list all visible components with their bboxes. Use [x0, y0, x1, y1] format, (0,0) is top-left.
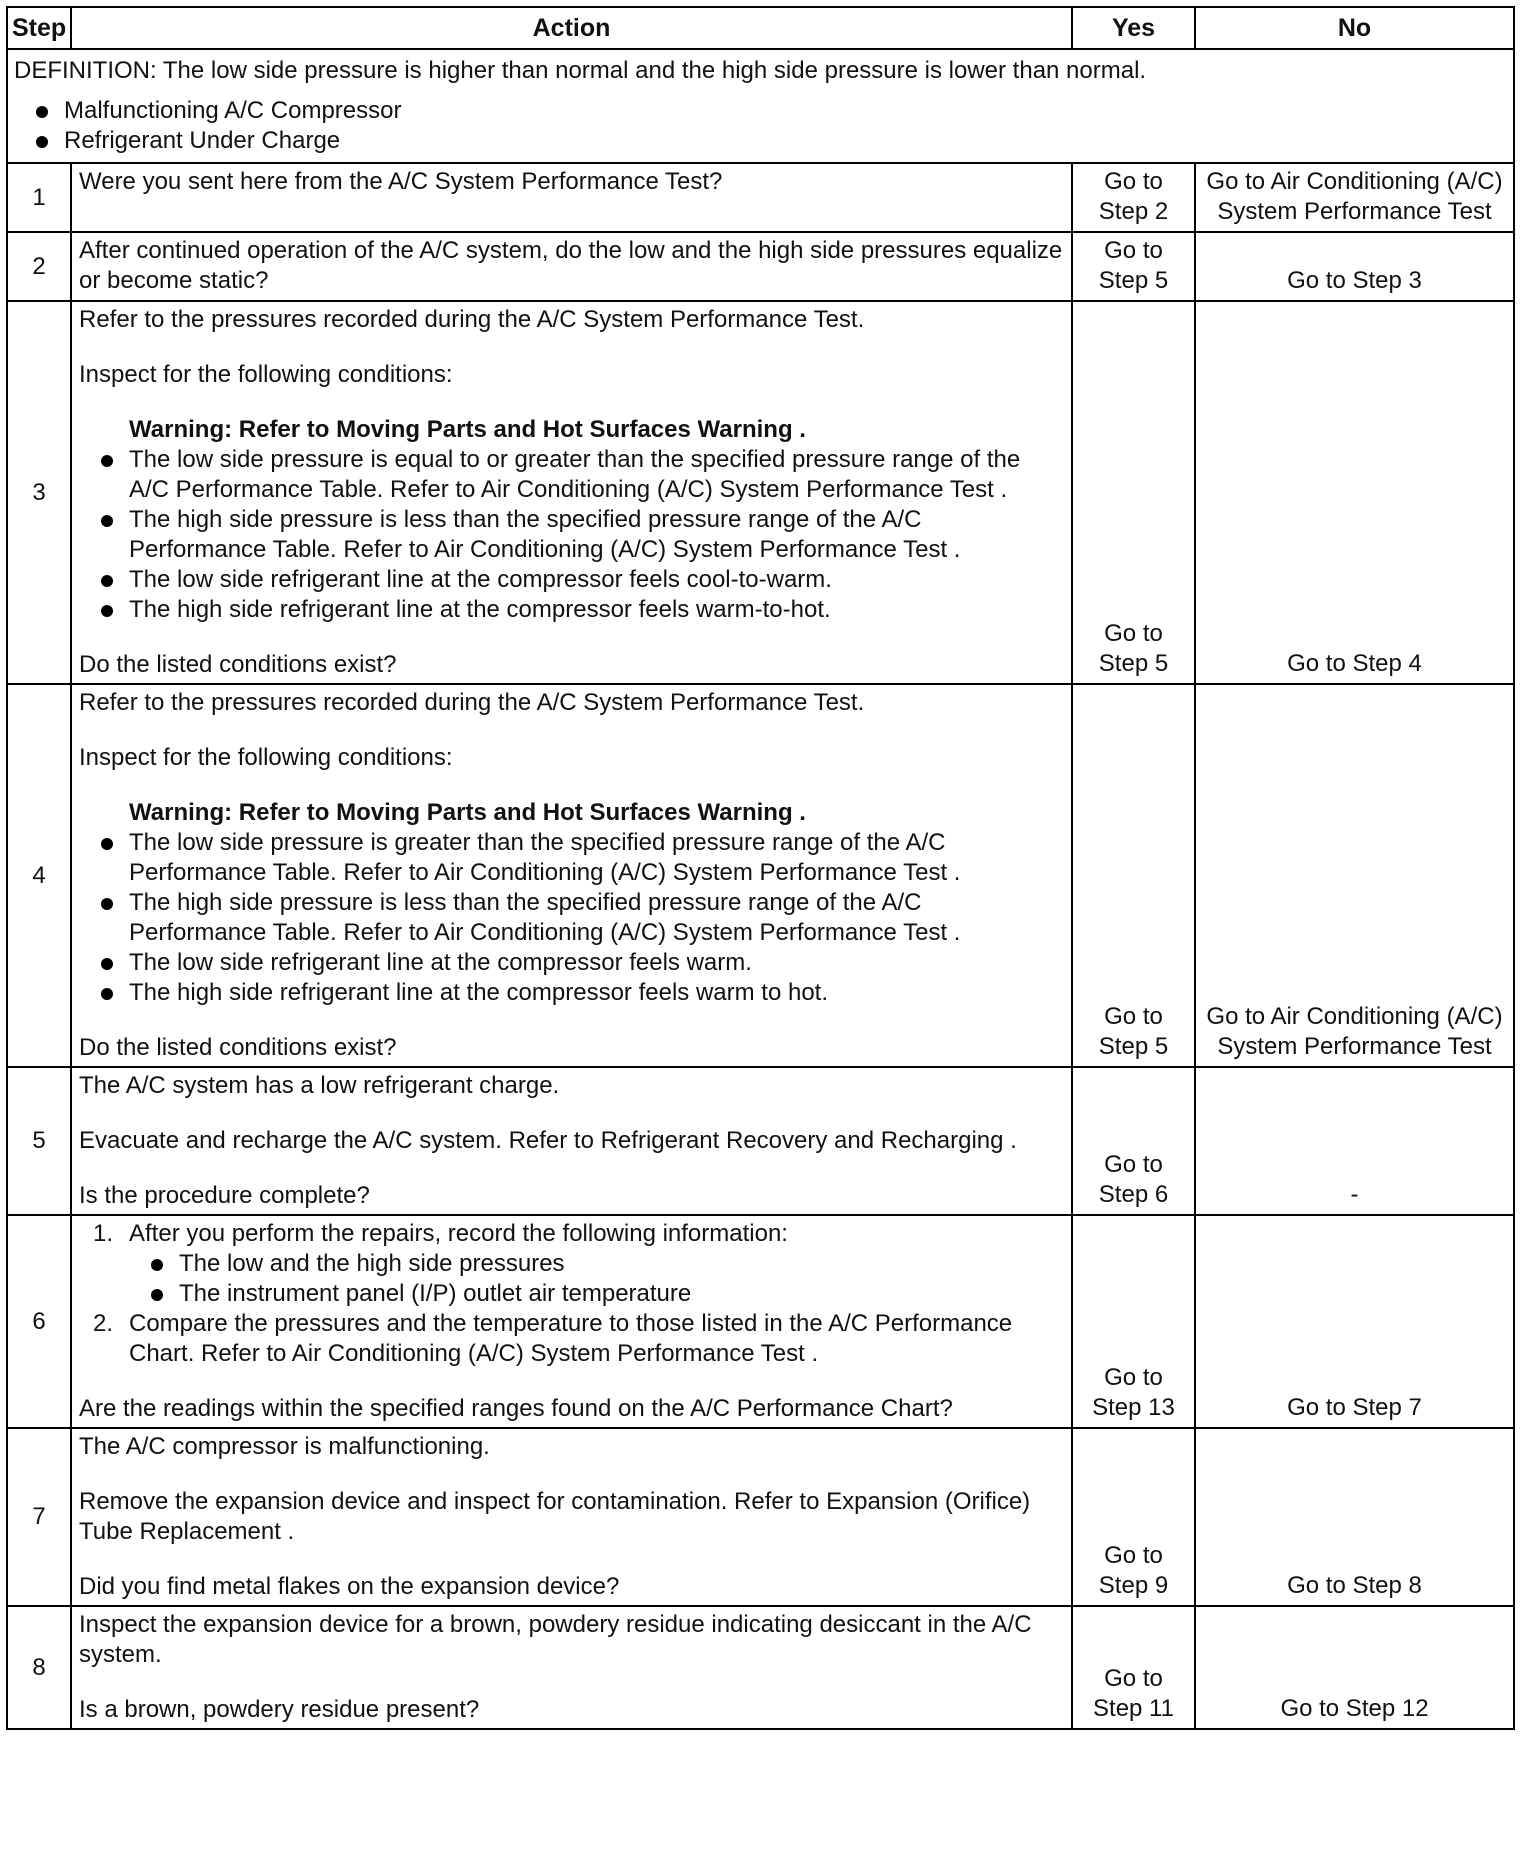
warning-text: Warning: Refer to Moving Parts and Hot Surfaces Warning .	[129, 799, 806, 826]
table-row	[7, 1067, 1514, 1215]
condition-item: The low side refrigerant line at the compressor feels warm.	[79, 948, 1064, 978]
table-row	[7, 301, 1514, 684]
diagnostic-table-container	[6, 6, 1513, 1730]
procedure-item	[79, 1219, 1064, 1309]
yes-link[interactable]: Go to Step 5	[1072, 232, 1195, 301]
yes-link[interactable]: Go to Step 13	[1072, 1215, 1195, 1428]
no-link[interactable]: Go to Step 3	[1195, 232, 1514, 301]
yes-link[interactable]: Go to Step 5	[1072, 301, 1195, 684]
action-cell	[71, 232, 1072, 301]
condition-item: The low side pressure is equal to or greater than the specified pressure range of the A/C Performance Table. Refer to Air Conditioning (A/C) System Performance Test .	[79, 445, 1064, 505]
condition-list	[79, 445, 1064, 625]
definition-row	[7, 49, 1514, 163]
yes-link[interactable]: Go to Step 5	[1072, 684, 1195, 1067]
step-inspect: Inspect for the following conditions:	[79, 744, 453, 771]
step-question: Is the procedure complete?	[79, 1182, 370, 1209]
record-list	[129, 1249, 1064, 1309]
table-row	[7, 1606, 1514, 1729]
warning-text: Warning: Refer to Moving Parts and Hot Surfaces Warning .	[129, 416, 806, 443]
no-link[interactable]: Go to Air Conditioning (A/C) System Performance Test	[1195, 684, 1514, 1067]
action-cell	[71, 1067, 1072, 1215]
diagnostic-table	[6, 6, 1515, 1730]
no-value: -	[1195, 1067, 1514, 1215]
cause-item: Refrigerant Under Charge	[14, 126, 1507, 156]
action-cell	[71, 1606, 1072, 1729]
action-cell	[71, 1428, 1072, 1606]
step-question: Did you find metal flakes on the expansion device?	[79, 1573, 620, 1600]
action-cell	[71, 301, 1072, 684]
table-row	[7, 1428, 1514, 1606]
action-cell	[71, 163, 1072, 232]
header-step: Step	[7, 7, 71, 49]
step-question: Do the listed conditions exist?	[79, 651, 397, 678]
step-action: Remove the expansion device and inspect for contamination. Refer to Expansion (Orifice) Tube Replacement .	[79, 1488, 1031, 1545]
header-no: No	[1195, 7, 1514, 49]
step-number: 6	[7, 1215, 71, 1428]
condition-item: The low side pressure is greater than the specified pressure range of the A/C Performance Table. Refer to Air Conditioning (A/C) System Performance Test .	[79, 828, 1064, 888]
step-inspect: Inspect for the following conditions:	[79, 361, 453, 388]
step-question: After continued operation of the A/C system, do the low and the high side pressures equalize or become static?	[79, 237, 1063, 294]
header-row	[7, 7, 1514, 49]
cause-list	[14, 96, 1507, 156]
record-item: The low and the high side pressures	[129, 1249, 1064, 1279]
condition-item: The high side pressure is less than the specified pressure range of the A/C Performance Table. Refer to Air Conditioning (A/C) System Performance Test .	[79, 505, 1064, 565]
no-link[interactable]: Go to Step 4	[1195, 301, 1514, 684]
step-number: 5	[7, 1067, 71, 1215]
no-link[interactable]: Go to Step 12	[1195, 1606, 1514, 1729]
definition-text: DEFINITION: The low side pressure is higher than normal and the high side pressure is lower than normal.	[14, 57, 1147, 84]
header-action: Action	[71, 7, 1072, 49]
step-intro: Inspect the expansion device for a brown, powdery residue indicating desiccant in the A/C system.	[79, 1611, 1032, 1668]
step-intro: Refer to the pressures recorded during the A/C System Performance Test.	[79, 689, 865, 716]
record-item: The instrument panel (I/P) outlet air temperature	[129, 1279, 1064, 1309]
procedure-list	[79, 1219, 1064, 1369]
step-question: Do the listed conditions exist?	[79, 1034, 397, 1061]
no-link[interactable]: Go to Air Conditioning (A/C) System Performance Test	[1195, 163, 1514, 232]
procedure-item	[79, 1309, 1064, 1369]
table-row	[7, 1215, 1514, 1428]
action-cell	[71, 684, 1072, 1067]
step-question: Are the readings within the specified ranges found on the A/C Performance Chart?	[79, 1395, 953, 1422]
procedure-text: Compare the pressures and the temperature to those listed in the A/C Performance Chart. Refer to Air Conditioning (A/C) System Performance Test .	[129, 1310, 1013, 1367]
step-number: 8	[7, 1606, 71, 1729]
condition-item: The low side refrigerant line at the compressor feels cool-to-warm.	[79, 565, 1064, 595]
step-number: 2	[7, 232, 71, 301]
no-link[interactable]: Go to Step 7	[1195, 1215, 1514, 1428]
procedure-number: 1.	[93, 1220, 114, 1247]
action-cell	[71, 1215, 1072, 1428]
step-question: Is a brown, powdery residue present?	[79, 1696, 480, 1723]
step-intro: Refer to the pressures recorded during the A/C System Performance Test.	[79, 306, 865, 333]
no-link[interactable]: Go to Step 8	[1195, 1428, 1514, 1606]
condition-item: The high side pressure is less than the specified pressure range of the A/C Performance Table. Refer to Air Conditioning (A/C) System Performance Test .	[79, 888, 1064, 948]
step-number: 4	[7, 684, 71, 1067]
step-intro: The A/C compressor is malfunctioning.	[79, 1433, 490, 1460]
yes-link[interactable]: Go to Step 6	[1072, 1067, 1195, 1215]
condition-item: The high side refrigerant line at the compressor feels warm to hot.	[79, 978, 1064, 1008]
procedure-text: After you perform the repairs, record the following information:	[129, 1220, 788, 1247]
table-row	[7, 232, 1514, 301]
table-row	[7, 163, 1514, 232]
step-intro: The A/C system has a low refrigerant charge.	[79, 1072, 560, 1099]
step-action: Evacuate and recharge the A/C system. Refer to Refrigerant Recovery and Recharging .	[79, 1127, 1017, 1154]
definition-cell	[7, 49, 1514, 163]
yes-link[interactable]: Go to Step 11	[1072, 1606, 1195, 1729]
condition-list	[79, 828, 1064, 1008]
header-yes: Yes	[1072, 7, 1195, 49]
step-number: 1	[7, 163, 71, 232]
step-number: 7	[7, 1428, 71, 1606]
condition-item: The high side refrigerant line at the compressor feels warm-to-hot.	[79, 595, 1064, 625]
yes-link[interactable]: Go to Step 9	[1072, 1428, 1195, 1606]
yes-link[interactable]: Go to Step 2	[1072, 163, 1195, 232]
procedure-number: 2.	[93, 1310, 114, 1337]
table-row	[7, 684, 1514, 1067]
step-number: 3	[7, 301, 71, 684]
cause-item: Malfunctioning A/C Compressor	[14, 96, 1507, 126]
step-question: Were you sent here from the A/C System Performance Test?	[79, 168, 723, 195]
